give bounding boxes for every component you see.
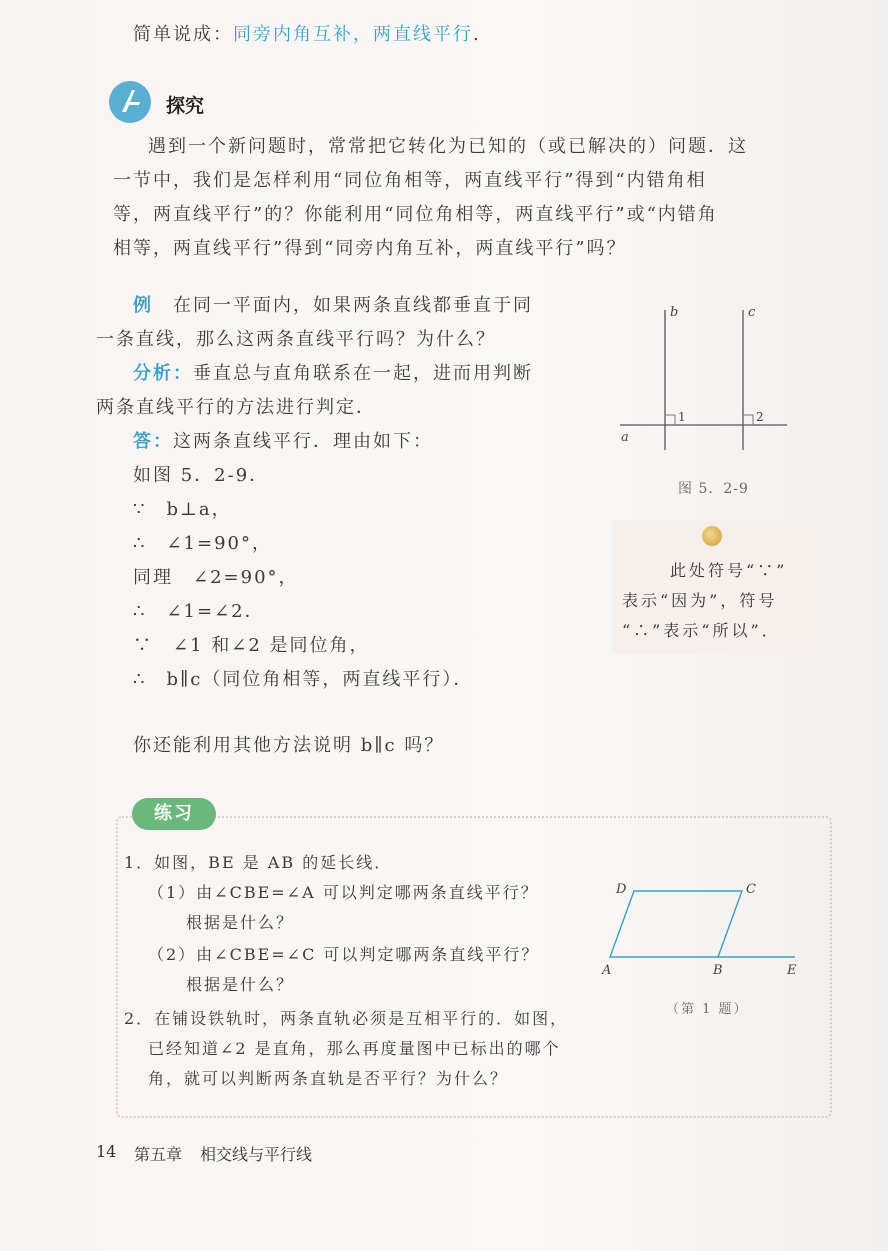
practice-q2b: 已经知道∠2 是直角，那么再度量图中已标出的哪个 <box>148 1039 561 1058</box>
label-C: C <box>746 882 756 897</box>
proof-step-1: 如图 5．2-9． <box>133 465 270 486</box>
proof-step-3: ∴ ∠1=90°， <box>133 533 272 554</box>
label-angle-2: 2 <box>756 410 764 424</box>
answer-text: 这两条直线平行．理由如下： <box>173 431 433 452</box>
proof-step-2: ∵ b⊥a， <box>133 499 232 520</box>
practice-title: 练习 <box>132 798 216 830</box>
explore-title: 探究 <box>166 95 205 117</box>
explore-line-3: 等，两直线平行”的？你能利用“同位角相等，两直线平行”或“内错角 <box>113 204 718 225</box>
practice-q1: 1．如图，BE 是 AB 的延长线． <box>124 853 393 872</box>
answer-label: 答： <box>133 431 173 452</box>
label-c: c <box>748 305 756 320</box>
figure-5-2-9-caption: 图 5．2-9 <box>678 481 749 497</box>
example-line-2: 一条直线，那么这两条直线平行吗？为什么？ <box>96 329 496 350</box>
note-line-2: 表示“因为”，符号 <box>622 591 778 610</box>
label-a: a <box>621 430 629 445</box>
explore-line-4: 相等，两直线平行”得到“同旁内角互补，两直线平行”吗？ <box>113 238 627 259</box>
analysis-line1-text: 垂直总与直角联系在一起，进而用判断 <box>193 363 533 384</box>
side-note <box>612 520 826 654</box>
practice-q1-2b: 根据是什么？ <box>186 975 295 994</box>
proof-step-5: ∴ ∠1=∠2． <box>133 601 265 622</box>
practice-q1-2a: （2）由∠CBE=∠C 可以判定哪两条直线平行？ <box>148 945 540 964</box>
note-line-3: “∴”表示“所以”． <box>622 621 781 640</box>
intro-suffix: . <box>473 24 481 45</box>
answer-line <box>133 429 433 455</box>
analysis-line-2: 两条直线平行的方法进行判定． <box>96 397 376 418</box>
figure-q1 <box>600 875 810 985</box>
note-dot-icon <box>702 526 722 546</box>
figure-5-2-9 <box>615 300 795 460</box>
parallelogram-abcd <box>610 891 742 957</box>
practice-q1-1a: （1）由∠CBE=∠A 可以判定哪两条直线平行？ <box>148 883 539 902</box>
followup-question: 你还能利用其他方法说明 b∥c 吗？ <box>133 735 445 756</box>
page-number: 14 <box>96 1142 117 1161</box>
practice-q2c: 角，就可以判断两条直轨是否平行？为什么？ <box>148 1069 509 1088</box>
figure-q1-caption: （第 1 题） <box>666 1002 749 1017</box>
right-angle-mark-1 <box>665 415 675 425</box>
label-A: A <box>602 963 612 978</box>
intro-highlight: 同旁内角互补，两直线平行 <box>233 24 473 45</box>
label-D: D <box>616 882 627 897</box>
right-angle-mark-2 <box>743 415 753 425</box>
example-line-1 <box>133 293 533 319</box>
analysis-line-1 <box>133 361 533 387</box>
proof-step-6: ∵ ∠1 和∠2 是同位角， <box>133 635 370 656</box>
proof-step-4: 同理 ∠2=90°， <box>133 567 299 588</box>
label-B: B <box>713 963 723 978</box>
analysis-label: 分析： <box>133 363 193 384</box>
explore-line-2: 一节中，我们是怎样利用“同位角相等，两直线平行”得到“内错角相 <box>113 170 707 191</box>
intro-prefix: 简单说成： <box>133 24 233 45</box>
proof-step-7: ∴ b∥c（同位角相等，两直线平行）． <box>133 669 474 690</box>
label-E: E <box>787 963 797 978</box>
note-line-1: 此处符号“∵” <box>670 561 788 580</box>
explore-icon <box>108 80 152 124</box>
example-line1-text: 在同一平面内，如果两条直线都垂直于同 <box>173 295 533 316</box>
label-angle-1: 1 <box>678 410 686 424</box>
practice-q1-1b: 根据是什么？ <box>186 913 295 932</box>
example-label: 例 <box>133 295 153 316</box>
label-b: b <box>670 305 679 320</box>
chapter-label: 第五章 <box>134 1145 183 1164</box>
intro-line <box>133 22 481 48</box>
chapter-title: 相交线与平行线 <box>200 1145 313 1164</box>
practice-q2a: 2．在铺设铁轨时，两条直轨必须是互相平行的．如图， <box>124 1009 569 1028</box>
explore-line-1: 遇到一个新问题时，常常把它转化为已知的（或已解决的）问题．这 <box>148 136 748 157</box>
